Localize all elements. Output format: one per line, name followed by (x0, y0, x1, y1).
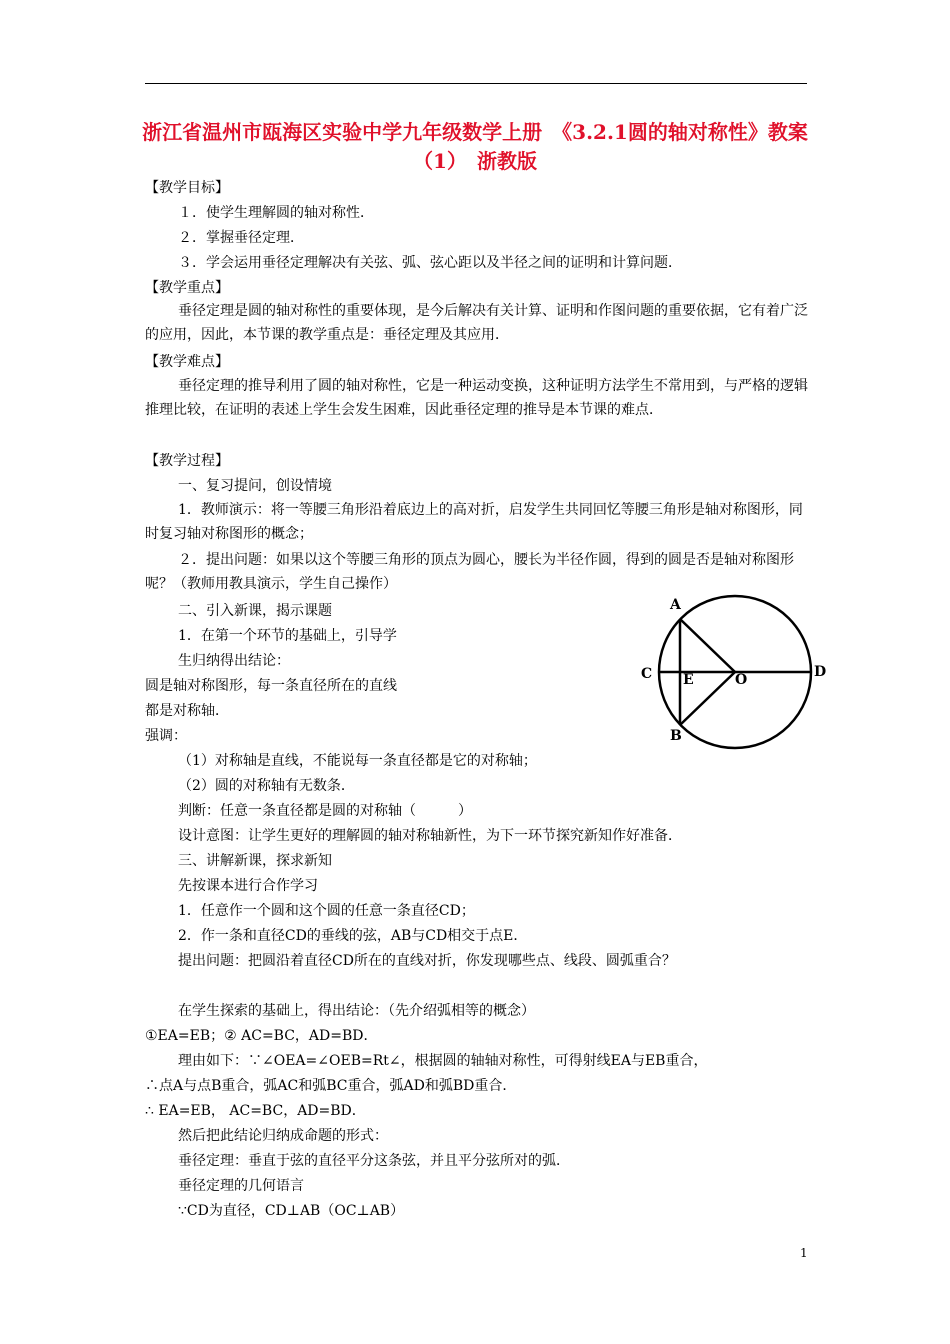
label-o: O (735, 672, 748, 688)
process-step-5: 1．在第一个环节的基础上，引导学 (178, 628, 397, 644)
document-title: 浙江省温州市瓯海区实验中学九年级数学上册 《3.2.1圆的轴对称性》教案（1） 浙教版 (142, 120, 808, 173)
header-rule (145, 83, 807, 84)
process-step-26: 垂径定理的几何语言 (178, 1178, 304, 1194)
process-step-2: 1．教师演示：将一等腰三角形沿着底边上的高对折，启发学生共同回忆等腰三角形是轴对称图形，同时复习轴对称图形的概念； (145, 502, 803, 542)
process-step-6: 生归纳得出结论： (178, 653, 290, 669)
process-step-8: 都是对称轴． (145, 703, 229, 719)
process-step-17: 2．作一条和直径CD的垂线的弦，AB与CD相交于点E． (178, 928, 528, 944)
process-step-21: 理由如下：∵∠OEA=∠OEB=Rt∠，根据圆的轴轴对称性，可得射线EA与EB重合， (178, 1053, 708, 1069)
difficulty-header: 【教学难点】 (145, 354, 229, 370)
process-step-25: 垂径定理：垂直于弦的直径平分这条弦，并且平分弦所对的弧． (178, 1153, 570, 1169)
process-step-10: （1）对称轴是直线，不能说每一条直径都是它的对称轴； (178, 753, 537, 769)
process-step-3: ２．提出问题：如果以这个等腰三角形的顶点为圆心，腰长为半径作圆，得到的圆是否是轴对称图形呢？（教师用教具演示，学生自己操作） (145, 552, 794, 592)
process-step-24: 然后把此结论归纳成命题的形式： (178, 1128, 388, 1144)
process-step-23: ∴ EA=EB， AC=BC，AD=BD． (145, 1103, 366, 1119)
process-step-12: 判断：任意一条直径都是圆的对称轴（ ） (178, 803, 472, 819)
process-step-4: 二、引入新课，揭示课题 (178, 603, 332, 619)
process-step-14: 三、讲解新课，探求新知 (178, 853, 332, 869)
process-step-7: 圆是轴对称图形，每一条直径所在的直线 (145, 678, 397, 694)
radius-oa (680, 619, 735, 672)
process-step-20: ①EA=EB；② AC=BC，AD=BD． (145, 1028, 378, 1044)
process-step-1: 一、复习提问，创设情境 (178, 478, 332, 494)
goal-1: １．使学生理解圆的轴对称性． (178, 205, 374, 221)
goal-3: ３．学会运用垂径定理解决有关弦、弧、弦心距以及半径之间的证明和计算问题． (178, 255, 682, 271)
process-header: 【教学过程】 (145, 453, 229, 469)
goals-header: 【教学目标】 (145, 180, 229, 196)
process-step-11: （2）圆的对称轴有无数条． (178, 778, 355, 794)
process-step-16: 1．任意作一个圆和这个圆的任意一条直径CD； (178, 903, 475, 919)
label-e: E (683, 672, 694, 688)
label-b: B (670, 728, 682, 744)
label-a: A (670, 597, 681, 613)
focus-text: 垂径定理是圆的轴对称性的重要体现，是今后解决有关计算、证明和作图问题的重要依据，它有着广泛的应用，因此，本节课的教学重点是：垂径定理及其应用． (145, 303, 808, 343)
process-step-15: 先按课本进行合作学习 (178, 878, 318, 894)
goal-2: ２．掌握垂径定理． (178, 230, 304, 246)
focus-header: 【教学重点】 (145, 280, 229, 296)
label-c: C (641, 666, 653, 682)
process-step-22: ∴点A与点B重合，弧AC和弧BC重合，弧AD和弧BD重合． (145, 1078, 517, 1094)
process-step-18: 提出问题：把圆沿着直径CD所在的直线对折，你发现哪些点、线段、圆弧重合？ (178, 953, 676, 969)
process-step-9: 强调： (145, 728, 187, 744)
label-d: D (814, 664, 827, 680)
page-number: 1 (800, 1246, 808, 1260)
circle-diagram (640, 592, 840, 752)
process-step-13: 设计意图：让学生更好的理解圆的轴对称轴新性，为下一环节探究新知作好准备． (178, 828, 682, 844)
difficulty-text: 垂径定理的推导利用了圆的轴对称性，它是一种运动变换，这种证明方法学生不常用到，与严格的逻辑推理比较，在证明的表述上学生会发生困难，因此垂径定理的推导是本节课的难点． (145, 378, 808, 418)
process-step-19: 在学生探索的基础上，得出结论：（先介绍弧相等的概念） (178, 1003, 535, 1019)
process-step-27: ∵CD为直径，CD⊥AB（OC⊥AB） (178, 1203, 405, 1219)
